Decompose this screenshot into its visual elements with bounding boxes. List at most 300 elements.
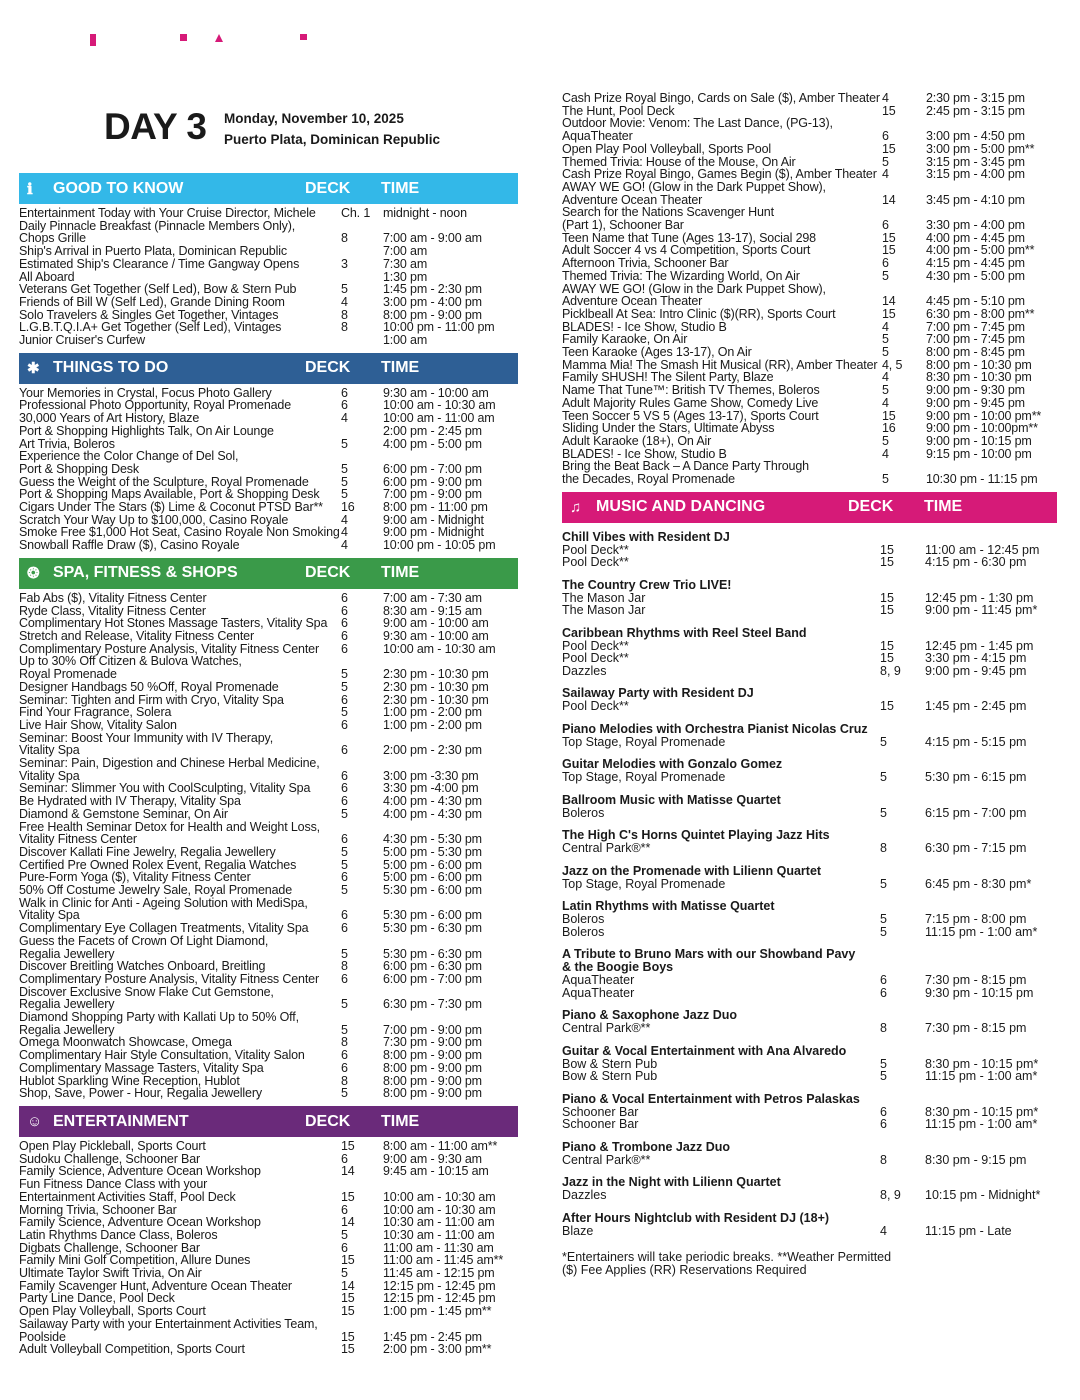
event-time: 9:30 am - 10:00 am: [383, 385, 489, 400]
event-time: 9:00 pm - 10:15 pm: [926, 433, 1032, 448]
event-name: Discover Kallati Fine Jewelry, Regalia Jewellery: [19, 844, 276, 859]
event-time: 3:00 pm - 4:00 pm: [383, 294, 482, 309]
event-name: Seminar: Pain, Digestion and Chinese Herbal Medicine,: [19, 756, 320, 771]
event-name: Royal Promenade: [19, 667, 117, 682]
music-venue: Bow & Stern Pub: [562, 1069, 658, 1084]
event-name: Family SHUSH! The Silent Party, Blaze: [562, 370, 774, 385]
event-deck: 5: [882, 472, 889, 487]
event-deck: 5: [341, 282, 348, 297]
event-name: Sailaway Party with your Entertainment Activities Team,: [19, 1316, 318, 1331]
event-row: [19, 846, 518, 859]
music-row: [562, 1154, 1057, 1167]
event-name: the Decades, Royal Promenade: [562, 472, 735, 487]
event-time: 6:00 pm - 6:30 pm: [383, 959, 482, 974]
event-row: [19, 973, 518, 986]
music-venue: Pool Deck**: [562, 638, 629, 653]
event-deck: 5: [882, 433, 889, 448]
event-name: Adult Karaoke (18+), On Air: [562, 433, 712, 448]
event-name: Hublot Sparkling Wine Reception, Hublot: [19, 1073, 240, 1088]
event-time: 10:00 am - 10:30 am: [383, 1202, 496, 1217]
event-row: [19, 463, 518, 476]
music-time: 9:30 pm - 10:15 pm: [925, 985, 1034, 1000]
event-deck: 6: [341, 921, 348, 936]
event-time: 3:45 pm - 4:10 pm: [926, 192, 1025, 207]
event-time: 5:00 pm - 5:30 pm: [383, 844, 482, 859]
spa-section: [19, 558, 518, 1100]
event-deck: 6: [341, 717, 348, 732]
event-list: [19, 384, 518, 552]
event-deck: 16: [882, 421, 896, 436]
event-deck: 4: [341, 538, 348, 553]
event-time: 7:00 am: [383, 244, 428, 259]
event-name: Family Science, Adventure Ocean Workshop: [19, 1215, 261, 1230]
music-time: 1:45 pm - 2:45 pm: [925, 699, 1027, 714]
event-name: AquaTheater: [562, 129, 633, 144]
music-deck: 8, 9: [880, 1188, 901, 1203]
event-deck: 5: [341, 857, 348, 872]
music-deck: 5: [880, 1056, 887, 1071]
music-group-title: A Tribute to Bruno Mars with our Showband Pavy & the Boogie Boys: [562, 947, 856, 975]
event-time: 3:00 pm - 4:50 pm: [926, 129, 1025, 144]
event-time: 8:00 pm - 9:00 pm: [383, 1073, 482, 1088]
event-time: 2:45 pm - 3:15 pm: [926, 103, 1025, 118]
event-row: [19, 935, 518, 948]
event-deck: 6: [341, 832, 348, 847]
event-name: Ultimate Taylor Swift Trivia, On Air: [19, 1266, 202, 1281]
event-name: Free Health Seminar Detox for Health and Weight Loss,: [19, 819, 320, 834]
music-deck: 15: [880, 542, 894, 557]
event-time: 8:00 pm - 9:00 pm: [383, 307, 482, 322]
music-row: [562, 665, 1057, 678]
music-group-title: Piano & Trombone Jazz Duo: [562, 1139, 731, 1154]
event-row: [562, 219, 1057, 232]
event-name: Family Karaoke, On Air: [562, 332, 688, 347]
music-time: 9:00 pm - 11:45 pm*: [925, 603, 1038, 618]
event-name: Picklbeall At Sea: Intro Clinic ($)(RR), Sports Court: [562, 306, 836, 321]
deck-column-header: DECK: [305, 179, 351, 197]
event-row: [19, 1267, 518, 1280]
event-row: [19, 207, 518, 220]
event-name: Discover Exclusive Snow Flake Cut Gemstone,: [19, 984, 274, 999]
music-deck: 6: [880, 1117, 887, 1132]
things-to-do-header: [19, 353, 518, 384]
music-and-dancing-title: MUSIC AND DANCING: [596, 498, 766, 516]
music-deck: 6: [880, 973, 887, 988]
music-group: [562, 723, 1057, 749]
event-name: Complimentary Hot Stones Massage Tasters, Vitality Spa: [19, 616, 328, 631]
event-time: 4:00 pm - 5:00 pm**: [926, 243, 1035, 258]
event-deck: 15: [341, 1304, 355, 1319]
event-time: 10:00 am - 11:00 am: [383, 411, 495, 426]
event-row: [19, 757, 518, 770]
music-venue: AquaTheater: [562, 973, 635, 988]
event-deck: 5: [341, 667, 348, 682]
music-group-title: Ballroom Music with Matisse Quartet: [562, 792, 781, 807]
event-time: 4:15 pm - 4:45 pm: [926, 256, 1025, 271]
event-name: Estimated Ship's Clearance / Time Gangway Opens: [19, 256, 300, 271]
event-deck: 4: [341, 512, 348, 527]
event-name: Port & Shopping Highlights Talk, On Air Lounge: [19, 423, 274, 438]
event-name: Sudoku Challenge, Schooner Bar: [19, 1151, 201, 1166]
event-name: Complimentary Hair Style Consultation, Vitality Salon: [19, 1048, 305, 1063]
event-name: Teen Soccer 5 VS 5 (Ages 13-17), Sports Court: [562, 408, 819, 423]
event-time: 12:15 pm - 12:45 pm: [383, 1278, 496, 1293]
music-group: [562, 900, 1057, 938]
music-venue: The Mason Jar: [562, 590, 646, 605]
event-time: 2:30 pm - 10:30 pm: [383, 679, 489, 694]
event-time: 7:30 am: [383, 256, 428, 271]
music-venue: Central Park®**: [562, 1021, 651, 1036]
event-time: 10:30 am - 11:00 am: [383, 1215, 495, 1230]
music-venue: Top Stage, Royal Promenade: [562, 734, 726, 749]
event-name: Adventure Ocean Theater: [562, 294, 703, 309]
music-time: 8:30 pm - 10:15 pm*: [925, 1104, 1039, 1119]
event-time: 9:00 am - 9:30 am: [383, 1151, 482, 1166]
music-group: [562, 794, 1057, 820]
event-time: 5:00 pm - 6:00 pm: [383, 857, 482, 872]
music-group: [562, 1093, 1057, 1131]
music-time: 6:45 pm - 8:30 pm*: [925, 876, 1032, 891]
event-name: Smoke Free $1,000 Hot Seat, Casino Royale Non Smoking: [19, 525, 340, 540]
entertainment-continued-section: [562, 89, 1057, 486]
event-row: [19, 922, 518, 935]
event-deck: 6: [341, 870, 348, 885]
music-row: [562, 1189, 1057, 1202]
event-time: 6:00 pm - 7:00 pm: [383, 971, 482, 986]
music-time: 12:45 pm - 1:30 pm: [925, 590, 1034, 605]
event-time: 9:45 am - 10:15 am: [383, 1164, 489, 1179]
event-time: 10:00 am - 10:30 am: [383, 1189, 496, 1204]
music-time: 11:15 pm - 1:00 am*: [925, 924, 1038, 939]
time-column-header: TIME: [381, 1112, 420, 1130]
event-name: Entertainment Today with Your Cruise Director, Michele: [19, 206, 316, 220]
event-name: Cash Prize Royal Bingo, Cards on Sale ($), Amber Theater: [562, 91, 880, 105]
event-deck: 4: [341, 411, 348, 426]
event-time: 1:45 pm - 2:45 pm: [383, 1329, 482, 1344]
event-name: Seminar: Boost Your Immunity with IV Therapy,: [19, 730, 274, 745]
music-group: [562, 1212, 1057, 1238]
event-deck: 6: [882, 129, 889, 144]
event-time: 1:45 pm - 2:30 pm: [383, 282, 482, 297]
event-time: 1:00 pm - 2:00 pm: [383, 705, 482, 720]
event-deck: 6: [341, 398, 348, 413]
event-deck: 4: [882, 91, 889, 105]
event-deck: 14: [341, 1164, 355, 1179]
music-note-icon: ♫: [570, 498, 582, 516]
event-deck: 15: [341, 1291, 355, 1306]
music-venue: Boleros: [562, 805, 605, 820]
event-time: 10:00 am - 10:30 am: [383, 641, 496, 656]
event-name: Live Hair Show, Vitality Salon: [19, 717, 177, 732]
event-time: 2:00 pm - 3:00 pm**: [383, 1342, 492, 1357]
event-name: Open Play Pickleball, Sports Court: [19, 1139, 206, 1153]
event-name: (Part 1), Schooner Bar: [562, 218, 684, 233]
event-time: 3:30 pm -4:00 pm: [383, 781, 479, 796]
event-name: Scratch Your Way Up to $100,000, Casino Royale: [19, 512, 289, 527]
event-row: [19, 1087, 518, 1100]
spa-fitness-shops-header: [19, 558, 518, 589]
event-name: Digbats Challenge, Schooner Bar: [19, 1240, 200, 1255]
music-venue: Schooner Bar: [562, 1104, 639, 1119]
music-time: 8:30 pm - 10:15 pm*: [925, 1056, 1039, 1071]
event-time: 11:00 am - 11:45 am**: [383, 1253, 504, 1268]
event-name: Port & Shopping Maps Available, Port & Shopping Desk: [19, 487, 320, 502]
event-row: [562, 308, 1057, 321]
music-deck: 15: [880, 651, 894, 666]
event-time: 12:15 pm - 12:45 pm: [383, 1291, 496, 1306]
event-name: Solo Travelers & Singles Get Together, Vintages: [19, 307, 279, 322]
event-row: [562, 257, 1057, 270]
event-deck: 5: [341, 487, 348, 502]
event-deck: 5: [341, 461, 348, 476]
event-deck: 6: [341, 1151, 348, 1166]
event-list: [562, 89, 1057, 486]
music-venue: Pool Deck**: [562, 651, 629, 666]
event-time: 2:00 pm - 2:30 pm: [383, 743, 482, 758]
event-time: 3:00 pm -3:30 pm: [383, 768, 479, 783]
event-name: Up to 30% Off Citizen & Bulova Watches,: [19, 654, 242, 669]
event-name: Fab Abs ($), Vitality Fitness Center: [19, 590, 207, 605]
event-row: [19, 681, 518, 694]
music-group: [562, 1045, 1057, 1083]
event-name: Stretch and Release, Vitality Fitness Center: [19, 628, 254, 643]
event-time: 7:00 am - 7:30 am: [383, 590, 482, 605]
event-name: Mamma Mia! The Smash Hit Musical (RR), Amber Theater: [562, 357, 878, 372]
event-deck: 15: [341, 1139, 355, 1153]
event-name: Vitality Spa: [19, 908, 80, 923]
event-deck: 8: [341, 320, 348, 335]
event-name: Outdoor Movie: Venom: The Last Dance, (PG-13),: [562, 116, 833, 131]
music-group: [562, 1009, 1057, 1035]
music-group: [562, 758, 1057, 784]
event-deck: 5: [341, 1086, 348, 1101]
event-time: 6:30 pm - 7:30 pm: [383, 997, 482, 1012]
event-time: 8:30 am - 9:15 am: [383, 603, 482, 618]
music-deck: 5: [880, 805, 887, 820]
music-row: [562, 604, 1057, 617]
music-time: 7:30 pm - 8:15 pm: [925, 973, 1027, 988]
event-name: Entertainment Activities Staff, Pool Deck: [19, 1189, 236, 1204]
event-name: Family Mini Golf Competition, Allure Dunes: [19, 1253, 251, 1268]
event-name: Name That Tune™: British TV Themes, Boleros: [562, 383, 820, 398]
event-name: Chops Grille: [19, 231, 86, 246]
event-name: Junior Cruiser's Curfew: [19, 333, 146, 348]
music-group-title: Piano Melodies with Orchestra Pianist Nicolas Cruz: [562, 721, 868, 736]
music-group: [562, 948, 1057, 999]
music-venue: Boleros: [562, 912, 605, 927]
event-name: Friends of Bill W (Self Led), Grande Dining Room: [19, 294, 285, 309]
event-deck: 15: [341, 1253, 355, 1268]
music-time: 9:00 pm - 9:45 pm: [925, 663, 1027, 678]
music-row: [562, 974, 1057, 987]
entertainment-section: [19, 1106, 518, 1356]
theater-masks-icon: ☺: [27, 1113, 43, 1130]
event-name: Fun Fitness Dance Class with your: [19, 1177, 208, 1192]
event-name: Cigars Under The Stars ($) Lime & Coconut PTSD Bar**: [19, 500, 323, 515]
event-time: 6:30 pm - 8:00 pm**: [926, 306, 1035, 321]
good-to-know-section: [19, 173, 518, 347]
event-deck: 5: [341, 844, 348, 859]
event-name: Search for the Nations Scavenger Hunt: [562, 205, 774, 220]
event-name: Vitality Spa: [19, 768, 80, 783]
music-row: [562, 878, 1057, 891]
day-title: DAY 3: [104, 106, 207, 147]
music-time: 11:15 pm - Late: [925, 1223, 1012, 1238]
music-section: [562, 492, 1057, 1278]
event-time: 8:00 pm - 9:00 pm: [383, 1086, 482, 1101]
event-row: [19, 630, 518, 643]
event-time: 8:00 pm - 9:00 pm: [383, 1060, 482, 1075]
things-to-do-title: THINGS TO DO: [53, 359, 169, 377]
event-name: Complimentary Eye Collagen Treatments, Vitality Spa: [19, 921, 309, 936]
event-name: Themed Trivia: The Wizarding World, On Air: [562, 268, 800, 283]
event-name: All Aboard: [19, 269, 75, 284]
music-deck: 5: [880, 912, 887, 927]
event-row: [19, 334, 518, 347]
event-name: Snowball Raffle Draw ($), Casino Royale: [19, 538, 240, 553]
event-deck: 3: [341, 256, 348, 271]
music-deck: 5: [880, 734, 887, 749]
event-deck: 8: [341, 959, 348, 974]
event-list: [19, 589, 518, 1100]
event-time: 8:00 pm - 11:00 pm: [383, 500, 488, 515]
music-venue: Pool Deck**: [562, 699, 629, 714]
event-deck: 6: [341, 971, 348, 986]
event-deck: 15: [882, 230, 896, 245]
event-deck: 15: [882, 103, 896, 118]
music-venue: Bow & Stern Pub: [562, 1056, 658, 1071]
event-name: Pure-Form Yoga ($), Vitality Fitness Center: [19, 870, 251, 885]
event-deck: 6: [882, 218, 889, 233]
event-row: [19, 1318, 518, 1331]
event-deck: 4: [882, 319, 889, 334]
time-column-header: TIME: [924, 498, 963, 516]
event-time: 8:00 pm - 10:30 pm: [926, 357, 1032, 372]
music-venue: Dazzles: [562, 1188, 607, 1203]
music-row: [562, 913, 1057, 926]
event-name: 50% Off Costume Jewelry Sale, Royal Promenade: [19, 883, 293, 898]
event-deck: 6: [341, 908, 348, 923]
music-row: [562, 736, 1057, 749]
event-name: Adult Majority Rules Game Show, Comedy Live: [562, 395, 819, 410]
music-venue: Blaze: [562, 1223, 594, 1238]
footer-notes: [562, 1251, 1057, 1277]
event-deck: 5: [882, 154, 889, 169]
music-deck: 15: [880, 555, 894, 570]
event-time: 2:30 pm - 10:30 pm: [383, 692, 489, 707]
event-name: Regalia Jewellery: [19, 1022, 115, 1037]
event-time: 1:30 pm: [383, 269, 428, 284]
event-deck: 6: [341, 1048, 348, 1063]
music-deck: 8: [880, 841, 887, 856]
event-row: [19, 1049, 518, 1062]
music-venue: AquaTheater: [562, 985, 635, 1000]
event-name: Poolside: [19, 1329, 66, 1344]
event-time: 7:30 pm - 9:00 pm: [383, 1035, 482, 1050]
event-time: 7:00 pm - 7:45 pm: [926, 332, 1025, 347]
event-name: Adult Volleyball Competition, Sports Court: [19, 1342, 245, 1357]
music-group: [562, 579, 1057, 617]
music-row: [562, 1070, 1057, 1083]
event-time: 9:00 pm - 9:45 pm: [926, 395, 1025, 410]
event-time: 4:30 pm - 5:30 pm: [383, 832, 482, 847]
footer-note-2: ($) Fee Applies (RR) Reservations Required: [562, 1263, 807, 1278]
event-name: Vitality Spa: [19, 743, 80, 758]
event-time: midnight - noon: [383, 206, 467, 220]
event-deck: 5: [341, 1266, 348, 1281]
event-name: Diamond Shopping Party with Kallati Up to 50% Off,: [19, 1010, 299, 1025]
event-time: 1:00 pm - 2:00 pm: [383, 717, 482, 732]
event-deck: 15: [882, 306, 896, 321]
event-name: Afternoon Trivia, Schooner Bar: [562, 256, 729, 271]
event-name: Vitality Fitness Center: [19, 832, 137, 847]
event-deck: 14: [882, 192, 896, 207]
event-deck: 5: [341, 1022, 348, 1037]
event-row: [19, 258, 518, 271]
event-deck: 16: [341, 500, 355, 515]
day-date-block: [224, 108, 440, 150]
event-deck: 6: [341, 1060, 348, 1075]
things-to-do-section: [19, 353, 518, 552]
event-name: Adventure Ocean Theater: [562, 192, 703, 207]
event-deck: 5: [341, 997, 348, 1012]
spa-icon: ❂: [27, 565, 40, 583]
event-time: 1:00 am: [383, 333, 428, 348]
music-group: [562, 829, 1057, 855]
event-row: [19, 592, 518, 605]
music-group-title: Piano & Saxophone Jazz Duo: [562, 1008, 738, 1023]
music-deck: 8: [880, 1152, 887, 1167]
event-name: 30,000 Years of Art History, Blaze: [19, 411, 200, 426]
event-name: Professional Photo Opportunity, Royal Promenade: [19, 398, 292, 413]
event-time: 9:00 pm - 10:00 pm**: [926, 408, 1042, 423]
event-name: Daily Pinnacle Breakfast (Pinnacle Members Only),: [19, 218, 296, 233]
event-time: 5:30 pm - 6:00 pm: [383, 908, 482, 923]
event-deck: 5: [341, 436, 348, 451]
event-deck: 4: [341, 525, 348, 540]
event-name: Veterans Get Together (Self Led), Bow & Stern Pub: [19, 282, 297, 297]
event-name: Open Play Volleyball, Sports Court: [19, 1304, 206, 1319]
event-time: 4:30 pm - 5:00 pm: [926, 268, 1025, 283]
event-name: Art Trivia, Boleros: [19, 436, 115, 451]
event-name: BLADES! - Ice Show, Studio B: [562, 446, 727, 461]
event-name: Designer Handbags 50 %Off, Royal Promenade: [19, 679, 279, 694]
music-group-title: Sailaway Party with Resident DJ: [562, 686, 754, 701]
event-time: 10:00 pm - 11:00 pm: [383, 320, 495, 335]
event-deck: 6: [341, 768, 348, 783]
good-to-know-title: GOOD TO KNOW: [53, 179, 184, 197]
event-name: Regalia Jewellery: [19, 997, 115, 1012]
event-deck: 14: [882, 294, 896, 309]
event-name: BLADES! - Ice Show, Studio B: [562, 319, 727, 334]
event-name: Complimentary Posture Analysis, Vitality Fitness Center: [19, 641, 319, 656]
event-deck: 4, 5: [882, 357, 903, 372]
event-deck: 6: [341, 603, 348, 618]
event-deck: 6: [341, 692, 348, 707]
event-row: [19, 884, 518, 897]
event-name: Walk in Clinic for Anti - Ageing Solution with MediSpa,: [19, 895, 308, 910]
event-row: [19, 668, 518, 681]
music-deck: 5: [880, 1069, 887, 1084]
event-row: [562, 397, 1057, 410]
event-time: 10:00 pm - 10:05 pm: [383, 538, 496, 553]
event-name: Regalia Jewellery: [19, 946, 115, 961]
activity-icon: ✱: [27, 360, 40, 378]
music-row: [562, 1022, 1057, 1035]
event-deck: 5: [341, 1227, 348, 1242]
music-deck: 8: [880, 1021, 887, 1036]
event-name: L.G.B.T.Q.I.A+ Get Together (Self Led), Vintages: [19, 320, 282, 335]
